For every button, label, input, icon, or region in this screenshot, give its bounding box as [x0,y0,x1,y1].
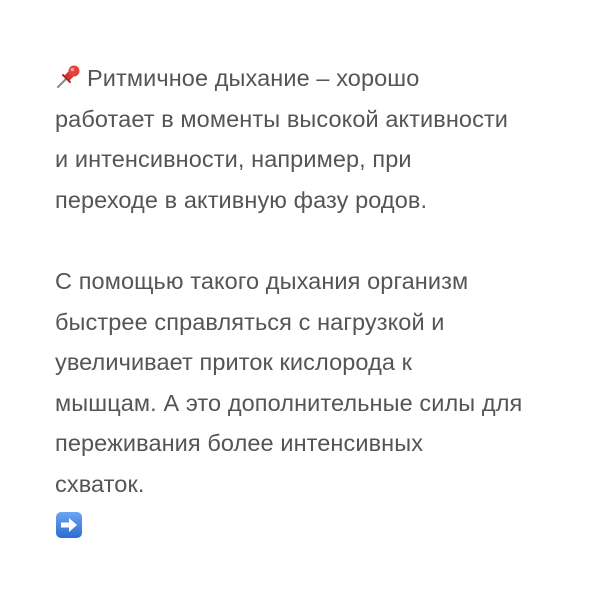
paragraph1-line-2: работает в моменты высокой активности [55,105,509,132]
paragraph2-line-3: увеличивает приток кислорода к [55,349,413,376]
paragraph1-line-3: и интенсивности, например, при [55,146,412,173]
paragraph2-line-5: переживания более интенсивных [55,430,424,457]
paragraph-breathing-benefits [55,261,585,505]
paragraph1-line-1: Ритмичное дыхание – хорошо [55,58,585,99]
paragraph2-line-2: быстрее справляться с нагрузкой и [55,308,445,335]
paragraph2-line-1: С помощью такого дыхания организм [55,267,469,294]
paragraph-rhythmic-breathing [55,58,585,220]
paragraph2-line-4: мышцам. А это дополнительные силы для [55,389,523,416]
paragraph2-line-6: схваток. [55,470,145,497]
right-arrow-button-icon [55,511,83,539]
paragraph1-line-4: переходе в активную фазу родов. [55,186,428,213]
pushpin-icon [55,62,81,88]
paragraph-spacer [55,220,585,261]
post-text [55,58,585,544]
